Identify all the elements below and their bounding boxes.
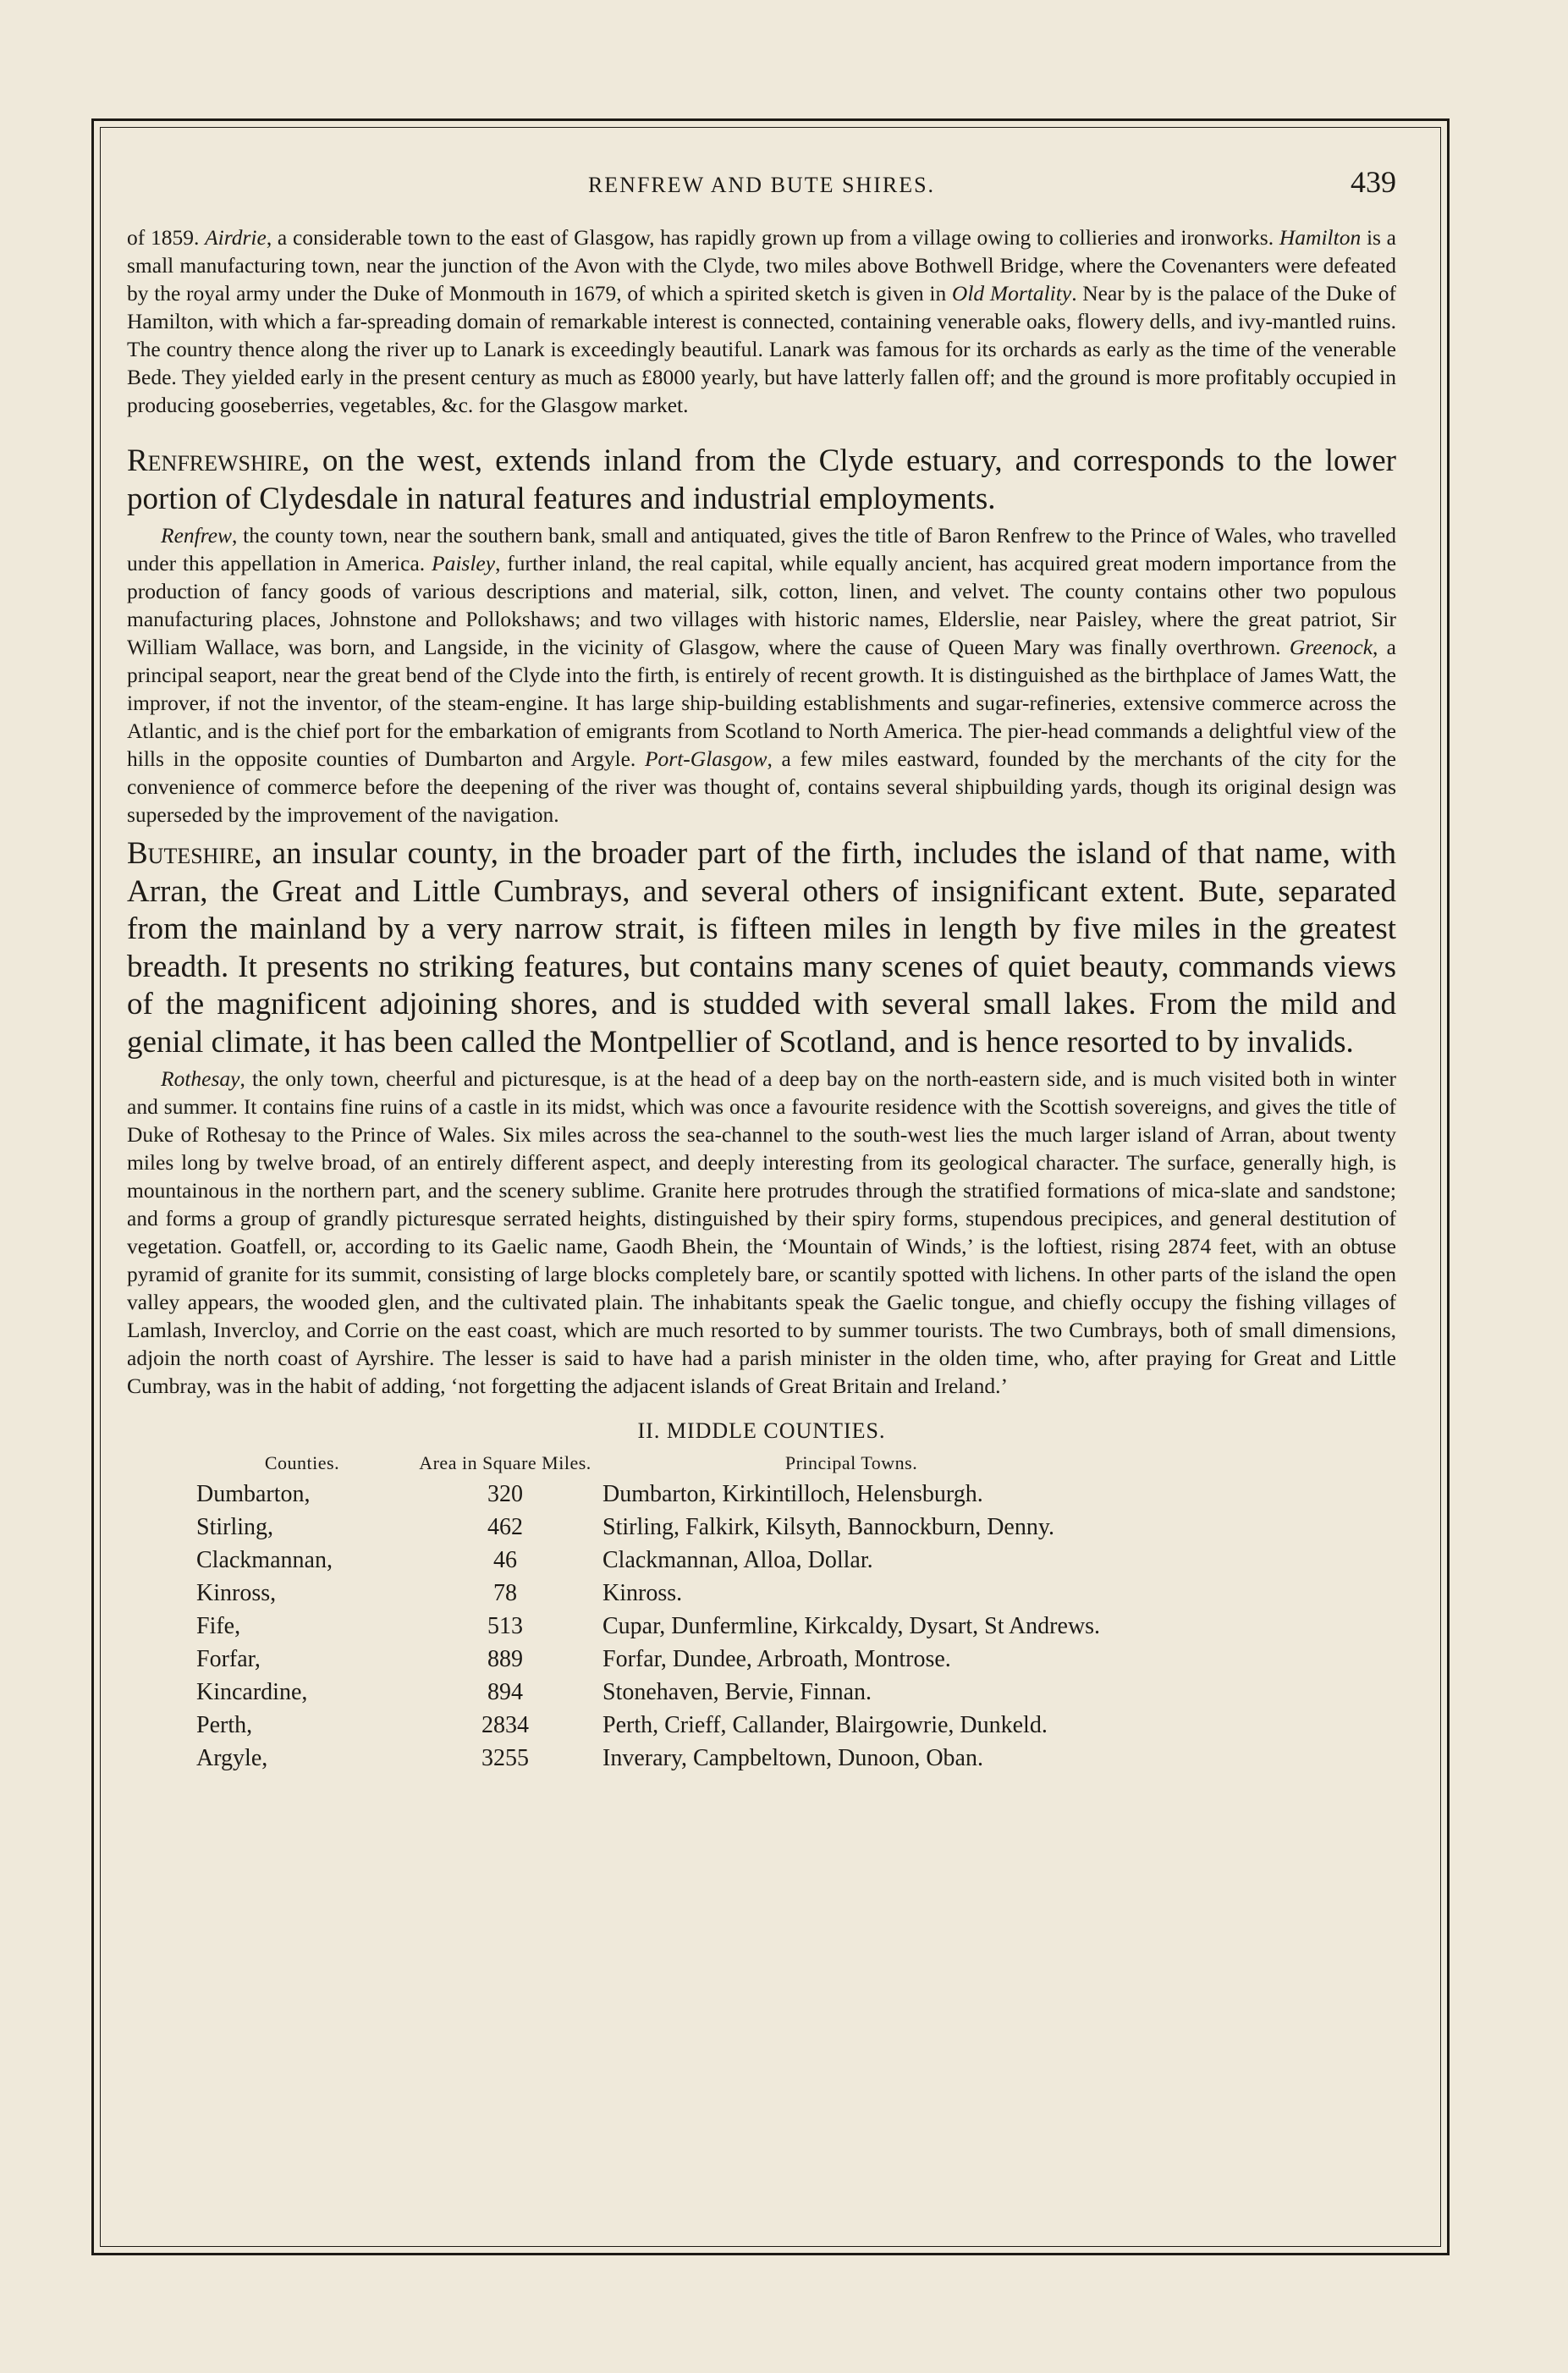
table-row — [196, 1544, 1100, 1577]
middle-counties-table — [196, 1451, 1100, 1775]
county-towns: Dumbarton, Kirkintilloch, Helensburgh. — [602, 1480, 983, 1507]
county-towns: Clackmannan, Alloa, Dollar. — [602, 1546, 873, 1573]
renfrewshire-intro: Renfrewshire, on the west, extends inland from the Clyde estuary, and corresponds to the lower portion of Clydesdale in natural features and industrial employments. — [127, 443, 1396, 516]
table-row — [196, 1676, 1100, 1709]
county-name: Forfar, — [196, 1645, 261, 1672]
table-row — [196, 1511, 1100, 1544]
county-towns: Inverary, Campbeltown, Dunoon, Oban. — [602, 1744, 983, 1771]
running-header — [127, 161, 1396, 212]
table-row — [196, 1577, 1100, 1610]
buteshire-heading: Buteshire — [127, 836, 255, 871]
column-header-area: Area in Square Miles. — [419, 1452, 591, 1473]
county-name: Fife, — [196, 1612, 241, 1639]
running-title: RENFREW AND BUTE SHIRES. — [587, 173, 936, 197]
county-name: Dumbarton, — [196, 1480, 311, 1507]
county-name: Stirling, — [196, 1513, 274, 1540]
table-row — [196, 1478, 1100, 1511]
table-row — [196, 1709, 1100, 1742]
buteshire-towns-paragraph: Rothesay, the only town, cheerful and picturesque, is at the head of a deep bay on the north-eastern side, and is much visited both in winter and summer. It contains fine ruins of a castle in its midst, which was once a favourite residence with the Scottish sovereigns, and gives the title of Duke of Rothesay to the Prince of Wales. Six miles across the sea-channel to the south-west lies the much larger island of Arran, about twenty miles long by twelve broad, of an entirely different aspect, and deeply interesting from its geological character. The surface, generally high, is mountainous in the northern part, and the scenery sublime. Granite here protrudes through the stratified formations of mica-slate and sandstone; and forms a group of grandly picturesque serrated heights, distinguished by their spiry forms, stupendous precipices, and general destitution of vegetation. Goatfell, or, according to its Gaelic name, Gaodh Bhein, the ‘Mountain of Winds,’ is the loftiest, rising 2874 feet, with an obtuse pyramid of granite for its summit, consisting of large blocks completely bare, or scantily spotted with lichens. In other parts of the island the open valley appears, the wooded glen, and the cultivated plain. The inhabitants speak the Gaelic tongue, and chiefly occupy the fishing villages of Lamlash, Invercloy, and Corrie on the east coast, which are much resorted to by summer tourists. The two Cumbrays, both of small dimensions, adjoin the north coast of Ayrshire. The lesser is said to have had a parish minister in the olden time, who, after praying for Great and Little Cumbray, was in the habit of adding, ‘not forgetting the adjacent islands of Great Britain and Ireland.’ — [127, 1066, 1396, 1398]
county-name: Clackmannan, — [196, 1546, 333, 1573]
county-name: Argyle, — [196, 1744, 268, 1771]
county-towns: Kinross. — [602, 1579, 683, 1606]
county-towns: Forfar, Dundee, Arbroath, Montrose. — [602, 1645, 951, 1672]
county-area: 3255 — [481, 1744, 529, 1771]
county-name: Kincardine, — [196, 1678, 308, 1705]
county-towns: Perth, Crieff, Callander, Blairgowrie, Dunkeld. — [602, 1711, 1048, 1738]
county-area: 2834 — [481, 1711, 529, 1738]
table-row — [196, 1610, 1100, 1643]
county-towns: Stonehaven, Bervie, Finnan. — [602, 1678, 872, 1705]
county-name: Perth, — [196, 1711, 253, 1738]
county-area: 78 — [493, 1579, 517, 1606]
county-area: 894 — [487, 1678, 523, 1705]
page-content — [127, 161, 1396, 1775]
county-name: Kinross, — [196, 1579, 277, 1606]
county-area: 462 — [487, 1513, 523, 1540]
county-area: 46 — [493, 1546, 517, 1573]
column-header-counties: Counties. — [264, 1452, 340, 1473]
county-area: 889 — [487, 1645, 523, 1672]
table-row — [196, 1643, 1100, 1676]
county-towns: Cupar, Dunfermline, Kirkcaldy, Dysart, St Andrews. — [602, 1612, 1101, 1639]
table-row — [196, 1742, 1100, 1775]
county-area: 513 — [487, 1612, 523, 1639]
renfrewshire-towns-paragraph: Renfrew, the county town, near the southern bank, small and antiquated, gives the title of Baron Renfrew to the Prince of Wales, who travelled under this appellation in America. Paisley, further inland, the real capital, while equally ancient, has acquired great modern importance from the production of fancy goods of various descriptions and material, silk, cotton, linen, and velvet. The county contains other two populous manufacturing places, Johnstone and Pollokshaws; and two villages with historic names, Elderslie, near Paisley, where the great patriot, Sir William Wallace, was born, and Langside, in the vicinity of Glasgow, where the cause of Queen Mary was finally overthrown. Greenock, a principal seaport, near the great bend of the Clyde into the firth, is entirely of recent growth. It is distinguished as the birthplace of James Watt, the improver, if not the inventor, of the steam-engine. It has large ship-building establishments and sugar-refineries, extensive commerce across the Atlantic, and is the chief port for the embarkation of emigrants from Scotland to North America. The pier-head commands a delightful view of the hills in the opposite counties of Dumbarton and Argyle. Port-Glasgow, a few miles eastward, founded by the merchants of the city for the convenience of commerce before the deepening of the river was thought of, contains several shipbuilding yards, though its original design was superseded by the improvement of the navigation. — [127, 523, 1397, 827]
lanarkshire-paragraph: of 1859. Airdrie, a considerable town to the east of Glasgow, has rapidly grown up from a village owing to collieries and ironworks. Hamilton is a small manufacturing town, near the junction of the Avon with the Clyde, two miles above Bothwell Bridge, where the Covenanters were defeated by the royal army under the Duke of Monmouth in 1679, of which a spirited sketch is given in Old Mortality. Near by is the palace of the Duke of Hamilton, with which a far-spreading domain of remarkable interest is connected, containing venerable oaks, flowery dells, and ivy-mantled ruins. The country thence along the river up to Lanark is exceedingly beautiful. Lanark was famous for its orchards as early as the time of the venerable Bede. They yielded early in the present century as much as £8000 yearly, but have latterly fallen off; and the ground is more profitably occupied in producing gooseberries, vegetables, &c. for the Glasgow market. — [127, 225, 1396, 417]
buteshire-intro: Buteshire, an insular county, in the broader part of the firth, includes the island of that name, with Arran, the Great and Little Cumbrays, and several others of insignificant extent. Bute, separated from the mainland by a very narrow strait, is fifteen miles in length by five miles in the greatest breadth. It presents no striking features, but contains many scenes of quiet beauty, commands views of the magnificent adjoining shores, and is studded with several small lakes. From the mild and genial climate, it has been called the Montpellier of Scotland, and is hence resorted to by invalids. — [127, 836, 1396, 1060]
county-area: 320 — [487, 1480, 523, 1507]
renfrewshire-heading: Renfrewshire — [127, 443, 302, 478]
column-header-towns: Principal Towns. — [784, 1452, 918, 1473]
table-header-row — [196, 1451, 1100, 1478]
middle-counties-title: II. MIDDLE COUNTIES. — [637, 1418, 886, 1443]
page-number: 439 — [1351, 165, 1396, 199]
county-towns: Stirling, Falkirk, Kilsyth, Bannockburn, Denny. — [602, 1513, 1055, 1540]
